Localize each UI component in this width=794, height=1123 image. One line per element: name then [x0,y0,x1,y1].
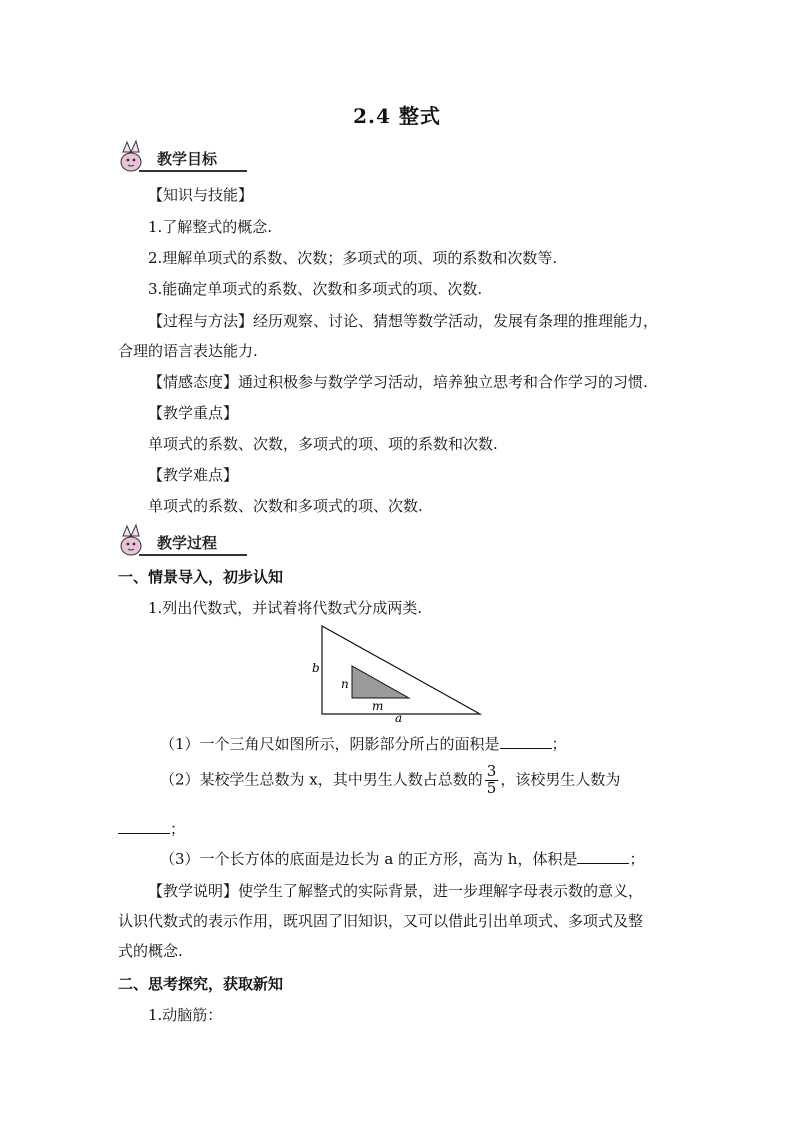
label-n: n [341,677,349,691]
inner-triangle [352,666,409,698]
outer-triangle [322,626,480,714]
item1: 1.列出代数式，并试着将代数式分成两类. [148,599,423,617]
section-label: 教学目标 [157,150,218,168]
attitude-line: 【情感态度】通过积极参与数学学习活动，培养独立思考和合作学习的习惯. [148,373,648,391]
question-2-cont: ； [118,818,185,839]
label-a: a [395,711,403,722]
mascot-icon [117,138,153,174]
knowledge-heading: 【知识与技能】 [148,186,254,204]
triangle-figure [300,622,490,722]
banner-underline [139,170,247,172]
banner-underline [139,554,247,556]
label-b: b [312,661,320,675]
key-text: 单项式的系数、次数，多项式的项、项的系数和次数. [148,435,498,453]
page-title: 2.4 整式 [353,104,441,128]
note-line: 式的概念. [118,942,183,960]
difficult-heading: 【教学难点】 [148,466,239,484]
goal-line: 3.能确定单项式的系数、次数和多项式的项、次数. [148,280,483,298]
difficult-text: 单项式的系数、次数和多项式的项、次数. [148,497,423,515]
mascot-icon [117,522,153,558]
item2: 1.动脑筋： [148,1006,223,1024]
note-line: 【教学说明】使学生了解整式的实际背景，进一步理解字母表示数的意义， [148,882,644,900]
note-line: 认识代数式的表示作用，既巩固了旧知识，又可以借此引出单项式、多项式及整 [118,912,644,930]
section-banner-process [117,530,247,558]
goal-line: 1.了解整式的概念. [148,218,273,236]
key-heading: 【教学重点】 [148,404,239,422]
process-method-line: 合理的语言表达能力. [118,342,258,360]
question-1: （1）一个三角尺如图所示，阴影部分所占的面积是 ； [160,735,567,753]
part1-heading: 一、情景导入，初步认知 [118,568,284,586]
label-m: m [372,699,384,713]
question-2: （2）某校学生总数为 x，其中男生人数占总数的 $\frac{3}{5}$ ，该校男生人数为 [160,762,621,797]
goal-line: 2.理解单项式的系数、次数；多项式的项、项的系数和次数等. [148,249,558,267]
answer-blank [577,849,629,864]
process-method-line: 【过程与方法】经历观察、讨论、猜想等数学活动，发展有条理的推理能力， [148,312,659,330]
answer-blank [118,819,170,834]
fraction-three-fifths: $\frac{3}{5}$ [486,762,497,797]
section-label: 教学过程 [157,534,218,552]
answer-blank [500,734,552,749]
part2-heading: 二、思考探究，获取新知 [118,975,284,993]
question-3: （3）一个长方体的底面是边长为 a 的正方形，高为 h，体积是 ； [160,850,645,868]
section-banner-goals [117,146,247,174]
